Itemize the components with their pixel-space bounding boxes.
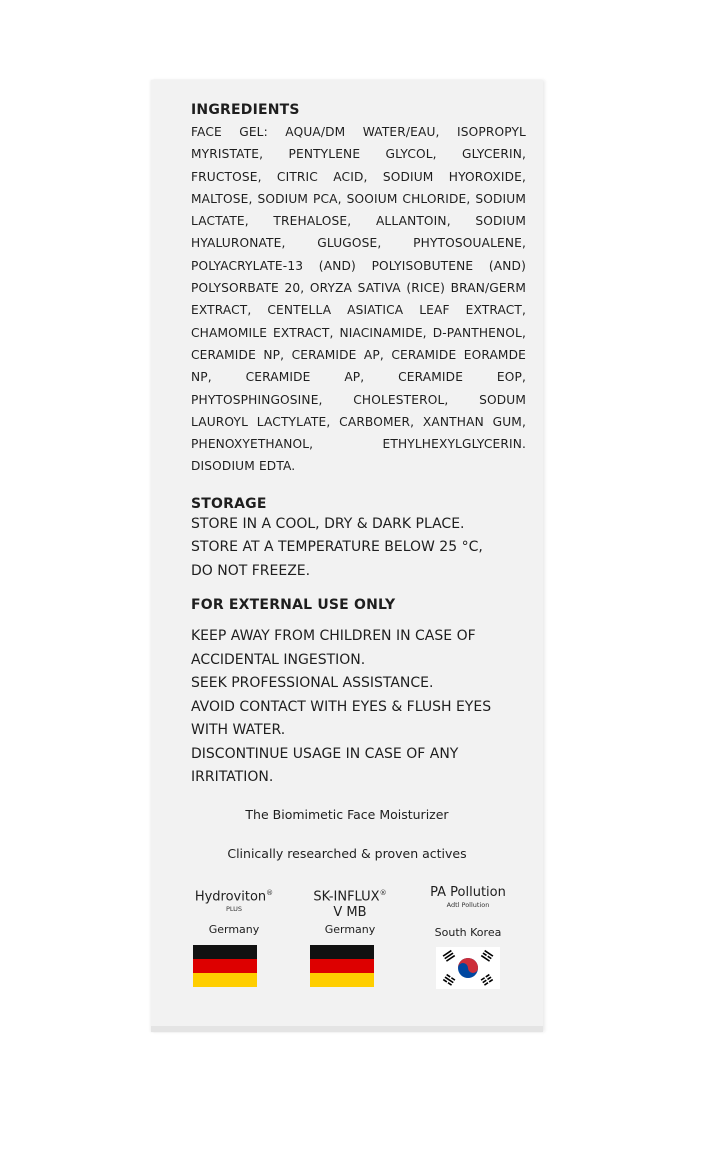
registered-mark: ®: [266, 889, 274, 897]
ingredients-list: FACE GEL: AQUA/DM WATER/EAU, ISOPROPYL MYRISTATE, PENTYLENE GLYCOL, GLYCERIN, FRUCTOSE, CITRIC ACID, SODIUM HYOROXIDE, MALTOSE, SODIUM PCA, SOOIUM CHLORIDE, SODIUM LACTATE, TREHALOSE, ALLANTOIN, SODIUM HYALURONATE, GLUGOSE, PHYTOSOUALENE, POLYACRYLATE-13 (AND) POLYISOBUTENE (AND) POLYSORBATE 20, ORYZA SATIVA (RICE) BRAN/GERM EXTRACT, CENTELLA ASIATICA LEAF EXTRACT, CHAMOMILE EXTRACT, NIACINAMIDE, D-PANTHENOL, CERAMIDE NP, CERAMIDE AP, CERAMIDE EORAMDE NP, CERAMIDE AP, CERAMIDE EOP, PHYTOSPHINGOSINE, CHOLESTEROL, SODUM LAUROYL LACTYLATE, CARBOMER, XANTHAN GUM, PHENOXYETHANOL, ETHYLHEXYLGLYCERIN. DISODIUM EDTA.: [191, 125, 526, 474]
warning-line: AVOID CONTACT WITH EYES & FLUSH EYES: [191, 698, 492, 715]
warning-line: DISCONTINUE USAGE IN CASE OF ANY: [191, 745, 459, 762]
warning-text: [191, 625, 526, 790]
registered-mark: ®: [379, 889, 387, 897]
product-box-side-panel: [151, 80, 543, 1032]
storage-line: DO NOT FREEZE.: [191, 562, 311, 579]
active-subtitle: PLUS: [225, 905, 243, 914]
storage-line: STORE IN A COOL, DRY & DARK PLACE.: [191, 515, 465, 532]
box-bottom-edge: [151, 1026, 543, 1032]
label-text-block: [191, 102, 526, 790]
active-country: South Korea: [434, 926, 502, 939]
germany-flag-icon: [193, 945, 257, 987]
active-name-line2: V MB: [333, 905, 367, 921]
germany-flag-icon: [310, 945, 374, 987]
active-pa-pollution: [408, 885, 528, 939]
south-korea-flag-icon: [436, 947, 500, 989]
storage-instructions: [191, 513, 526, 584]
active-country: Germany: [324, 923, 376, 936]
active-name: SK-INFLUX: [313, 889, 380, 905]
active-country: Germany: [208, 923, 260, 936]
warning-line: KEEP AWAY FROM CHILDREN IN CASE OF: [191, 628, 476, 645]
active-hydroviton: [174, 885, 294, 936]
warning-line: WITH WATER.: [191, 722, 286, 739]
claim-tagline: Clinically researched & proven actives: [227, 846, 467, 861]
warning-line: IRRITATION.: [191, 769, 274, 786]
warning-line: ACCIDENTAL INGESTION.: [191, 651, 366, 668]
product-tagline: The Biomimetic Face Moisturizer: [245, 807, 449, 822]
ingredients-heading: INGREDIENTS: [191, 102, 300, 118]
active-name: PA Pollution: [430, 885, 506, 900]
storage-line: STORE AT A TEMPERATURE BELOW 25 °C,: [191, 539, 483, 556]
storage-heading: STORAGE: [191, 495, 267, 512]
active-subtitle: Adtl Pollution: [446, 901, 490, 909]
active-sk-influx: [290, 885, 410, 936]
warning-line: SEEK PROFESSIONAL ASSISTANCE.: [191, 675, 434, 692]
external-use-heading: FOR EXTERNAL USE ONLY: [191, 597, 396, 614]
active-name: Hydroviton: [194, 889, 267, 905]
